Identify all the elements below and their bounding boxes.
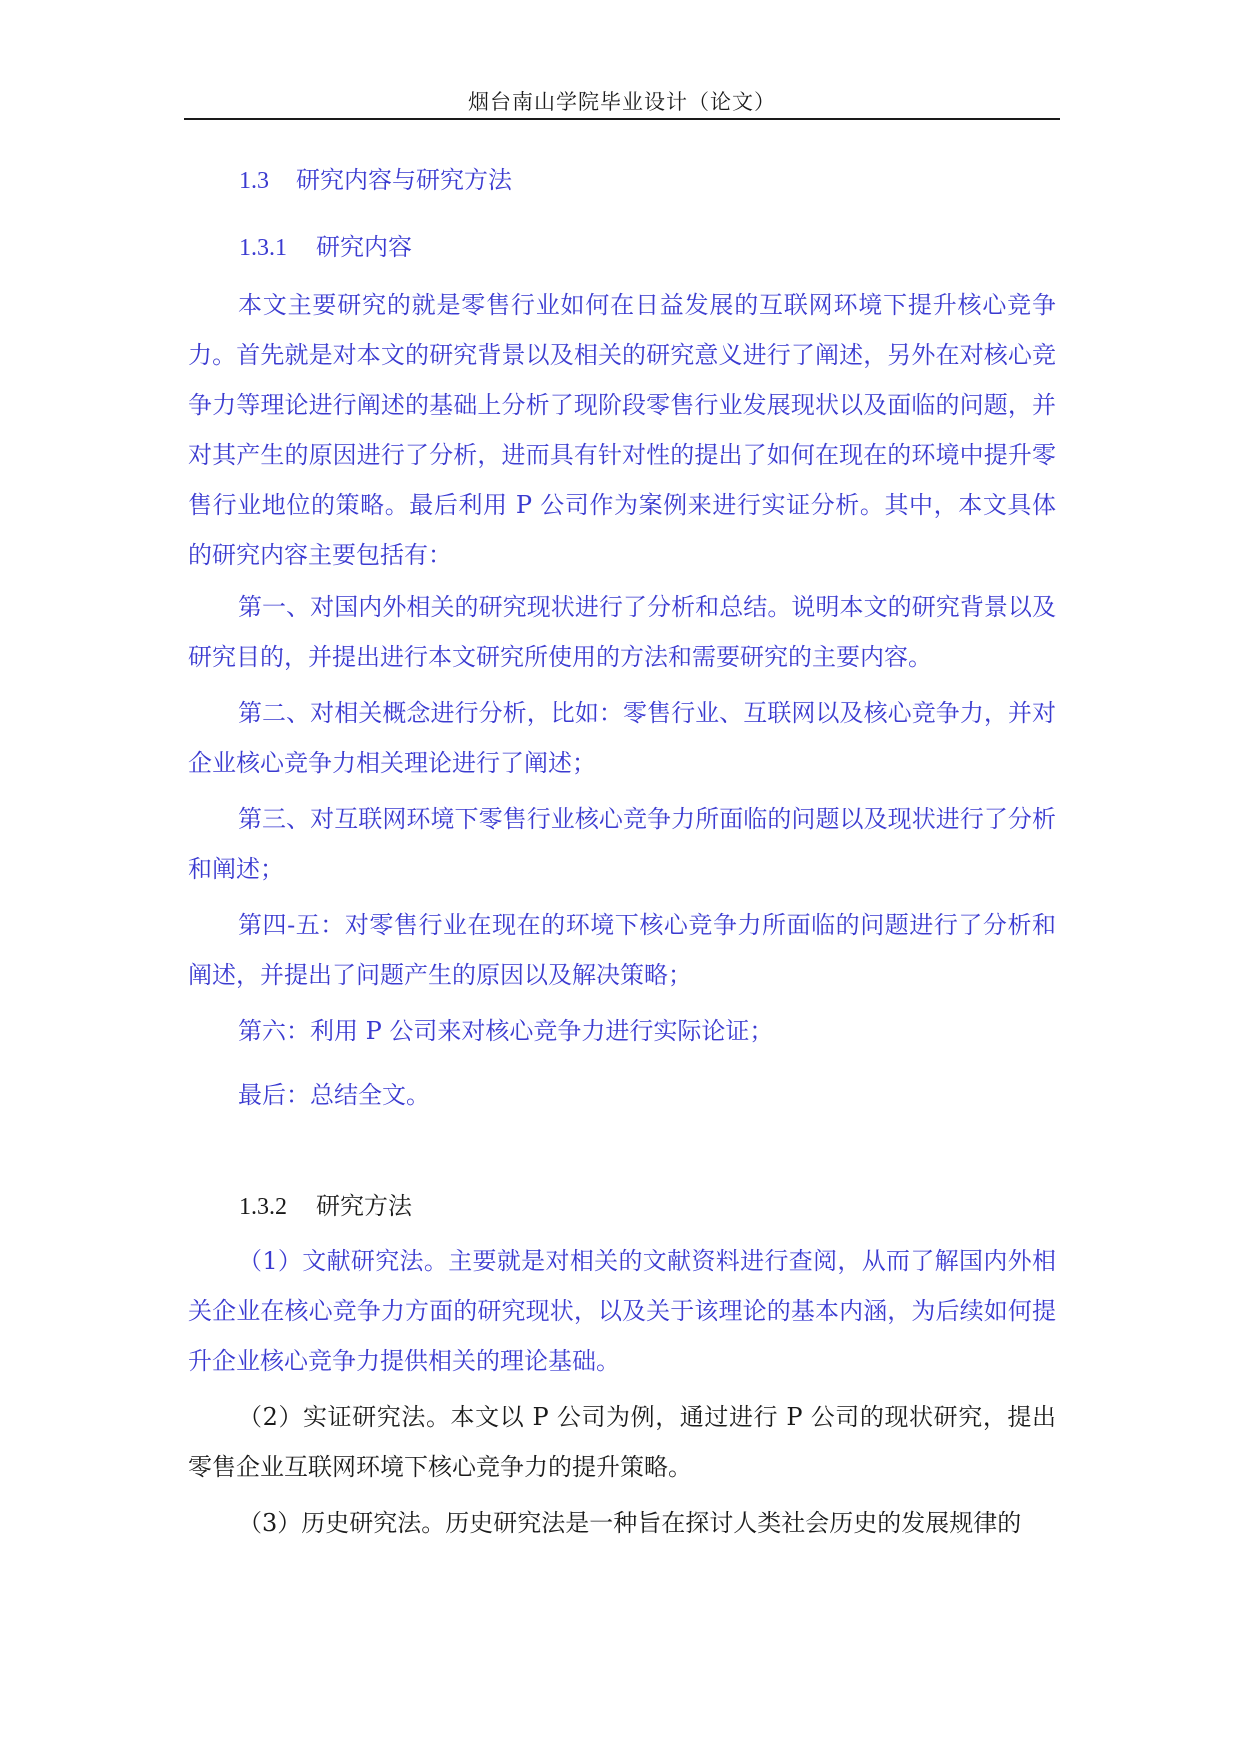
- section-title: 研究内容与研究方法: [296, 166, 512, 194]
- paragraph-item-4: 第四-五：对零售行业在现在的环境下核心竞争力所面临的问题进行了分析和阐述，并提出了问题产生的原因以及解决策略；: [188, 911, 1056, 989]
- running-header: 烟台南山学院毕业设计（论文）: [468, 90, 776, 114]
- section-heading-1-3: [239, 160, 512, 195]
- section-number: 1.3.1: [239, 235, 287, 261]
- section-title: 研究方法: [316, 1192, 412, 1220]
- section-heading-1-3-1: [239, 227, 412, 262]
- paragraph-method-3: （3）历史研究法。历史研究法是一种旨在探讨人类社会历史的发展规律的: [238, 1509, 1022, 1537]
- section-heading-1-3-2: [239, 1186, 412, 1221]
- section-title: 研究内容: [316, 233, 412, 261]
- paragraph-method-1: （1）文献研究法。主要就是对相关的文献资料进行查阅，从而了解国内外相关企业在核心竞争力方面的研究现状，以及关于该理论的基本内涵，为后续如何提升企业核心竞争力提供相关的理论基础。: [188, 1247, 1056, 1375]
- paragraph-intro: 本文主要研究的就是零售行业如何在日益发展的互联网环境下提升核心竞争力。首先就是对本文的研究背景以及相关的研究意义进行了阐述，另外在对核心竞争力等理论进行阐述的基础上分析了现阶段零售行业发展现状以及面临的问题，并对其产生的原因进行了分析，进而具有针对性的提出了如何在现在的环境中提升零售行业地位的策略。最后利用 P 公司作为案例来进行实证分析。其中，本文具体的研究内容主要包括有：: [188, 291, 1056, 569]
- section-number: 1.3.2: [239, 1194, 287, 1220]
- paragraph-item-2: 第二、对相关概念进行分析，比如：零售行业、互联网以及核心竞争力，并对企业核心竞争力相关理论进行了阐述；: [188, 699, 1056, 777]
- section-number: 1.3: [239, 168, 269, 194]
- paragraph-item-6: 最后：总结全文。: [238, 1081, 430, 1109]
- paragraph-item-3: 第三、对互联网环境下零售行业核心竞争力所面临的问题以及现状进行了分析和阐述；: [188, 805, 1056, 883]
- paragraph-item-1: 第一、对国内外相关的研究现状进行了分析和总结。说明本文的研究背景以及研究目的，并提出进行本文研究所使用的方法和需要研究的主要内容。: [188, 593, 1056, 671]
- paragraph-item-5: 第六：利用 P 公司来对核心竞争力进行实际论证；: [238, 1017, 774, 1045]
- header-rule: [184, 118, 1060, 120]
- paragraph-method-2: （2）实证研究法。本文以 P 公司为例，通过进行 P 公司的现状研究，提出零售企业互联网环境下核心竞争力的提升策略。: [188, 1403, 1056, 1481]
